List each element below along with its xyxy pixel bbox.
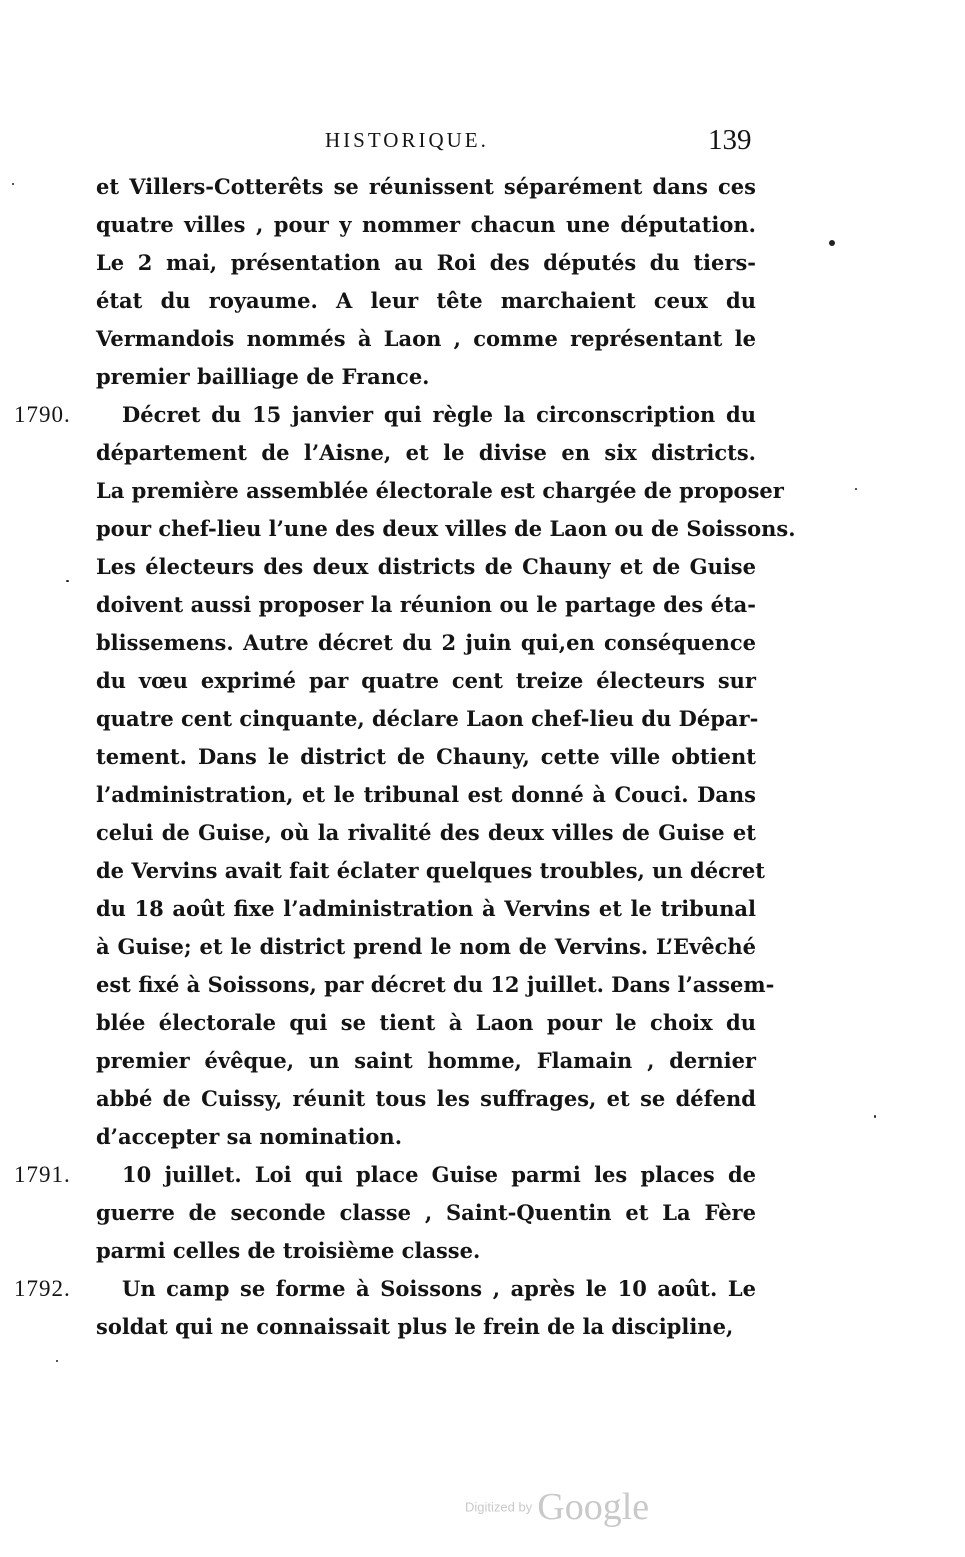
text-line xyxy=(96,206,756,244)
text-line-content: Les électeurs des deux districts de Chauny et de Guise xyxy=(96,554,756,579)
text-line xyxy=(96,1080,756,1118)
text-line-content: Décret du 15 janvier qui règle la circonscription du xyxy=(122,402,756,427)
text-line xyxy=(14,1270,756,1308)
text-line-content: pour chef-lieu l’une des deux villes de Laon ou de Soissons. xyxy=(96,516,796,541)
text-line xyxy=(96,1232,756,1270)
text-line xyxy=(14,1156,756,1194)
text-line-content: Le 2 mai, présentation au Roi des députés du tiers- xyxy=(96,250,756,275)
text-line-content: département de l’Aisne, et le divise en six districts. xyxy=(96,440,756,465)
text-line xyxy=(96,168,756,206)
text-line xyxy=(96,548,756,586)
text-line xyxy=(96,510,796,548)
body-text xyxy=(14,168,796,1346)
scan-speck xyxy=(66,580,69,582)
text-line xyxy=(96,814,756,852)
text-line-content: parmi celles de troisième classe. xyxy=(96,1238,481,1263)
text-line-content: guerre de seconde classe , Saint-Quentin et La Fère xyxy=(96,1200,756,1225)
text-line-content: abbé de Cuissy, réunit tous les suffrages, et se défend xyxy=(96,1086,756,1111)
text-line-content: blissemens. Autre décret du 2 juin qui,en conséquence xyxy=(96,630,756,655)
google-logo: Google xyxy=(537,1486,650,1528)
digitized-watermark xyxy=(465,1485,649,1529)
text-line xyxy=(96,700,759,738)
text-line-content: Vermandois nommés à Laon , comme représentant le xyxy=(96,326,756,351)
scan-speck xyxy=(56,1360,58,1362)
text-line-content: premier bailliage de France. xyxy=(96,364,430,389)
text-line-content: l’administration, et le tribunal est donné à Couci. Dans xyxy=(96,782,756,807)
page-number: 139 xyxy=(708,124,752,156)
text-line xyxy=(96,890,756,928)
text-line-content: est fixé à Soissons, par décret du 12 juillet. Dans l’assem- xyxy=(96,972,775,997)
text-line xyxy=(96,1118,756,1156)
year-margin-label: 1792. xyxy=(14,1276,71,1301)
text-line-content: 10 juillet. Loi qui place Guise parmi les places de xyxy=(122,1162,756,1187)
text-line xyxy=(96,586,756,624)
text-line-content: quatre cent cinquante, déclare Laon chef-lieu du Dépar- xyxy=(96,706,759,731)
text-line xyxy=(96,738,756,776)
text-line-content: soldat qui ne connaissait plus le frein de la discipline, xyxy=(96,1314,734,1339)
scan-speck xyxy=(12,183,14,185)
text-line xyxy=(96,472,784,510)
text-line-content: La première assemblée électorale est chargée de proposer xyxy=(96,478,784,503)
text-line-content: tement. Dans le district de Chauny, cette ville obtient xyxy=(96,744,756,769)
text-line-content: d’accepter sa nomination. xyxy=(96,1124,403,1149)
text-line xyxy=(96,928,756,966)
year-margin-label: 1791. xyxy=(14,1162,71,1187)
text-line-content: Un camp se forme à Soissons , après le 10 août. Le xyxy=(122,1276,756,1301)
text-line xyxy=(96,662,756,700)
text-line xyxy=(96,434,756,472)
scan-speck xyxy=(874,1115,876,1118)
text-line xyxy=(96,320,756,358)
text-line-content: premier évêque, un saint homme, Flamain , dernier xyxy=(96,1048,756,1073)
text-line-content: celui de Guise, où la rivalité des deux villes de Guise et xyxy=(96,820,756,845)
text-line-content: du 18 août fixe l’administration à Vervins et le tribunal xyxy=(96,896,756,921)
text-line xyxy=(96,1004,756,1042)
text-line xyxy=(96,852,765,890)
text-line xyxy=(96,244,756,282)
text-line-content: à Guise; et le district prend le nom de Vervins. L’Evêché xyxy=(96,934,756,959)
text-line-content: doivent aussi proposer la réunion ou le partage des éta- xyxy=(96,592,756,617)
scan-speck xyxy=(855,488,857,490)
text-line xyxy=(96,1194,756,1232)
text-line xyxy=(96,1042,756,1080)
text-line-content: du vœu exprimé par quatre cent treize électeurs sur xyxy=(96,668,756,693)
text-line-content: état du royaume. A leur tête marchaient ceux du xyxy=(96,288,756,313)
text-line-content: blée électorale qui se tient à Laon pour le choix du xyxy=(96,1010,756,1035)
text-line xyxy=(96,776,756,814)
year-margin-label: 1790. xyxy=(14,402,71,427)
text-line-content: et Villers-Cotterêts se réunissent séparément dans ces xyxy=(96,174,756,199)
text-line xyxy=(96,624,756,662)
text-line xyxy=(14,396,756,434)
text-line xyxy=(96,282,756,320)
text-line xyxy=(96,358,756,396)
watermark-prefix: Digitized by xyxy=(465,1499,533,1515)
page-header xyxy=(0,124,965,162)
text-line xyxy=(96,1308,756,1346)
text-line xyxy=(96,966,775,1004)
text-line-content: de Vervins avait fait éclater quelques troubles, un décret xyxy=(96,858,765,883)
text-line-content: quatre villes , pour y nommer chacun une députation. xyxy=(96,212,756,237)
scan-speck xyxy=(829,240,835,246)
running-title: HISTORIQUE. xyxy=(325,128,489,152)
